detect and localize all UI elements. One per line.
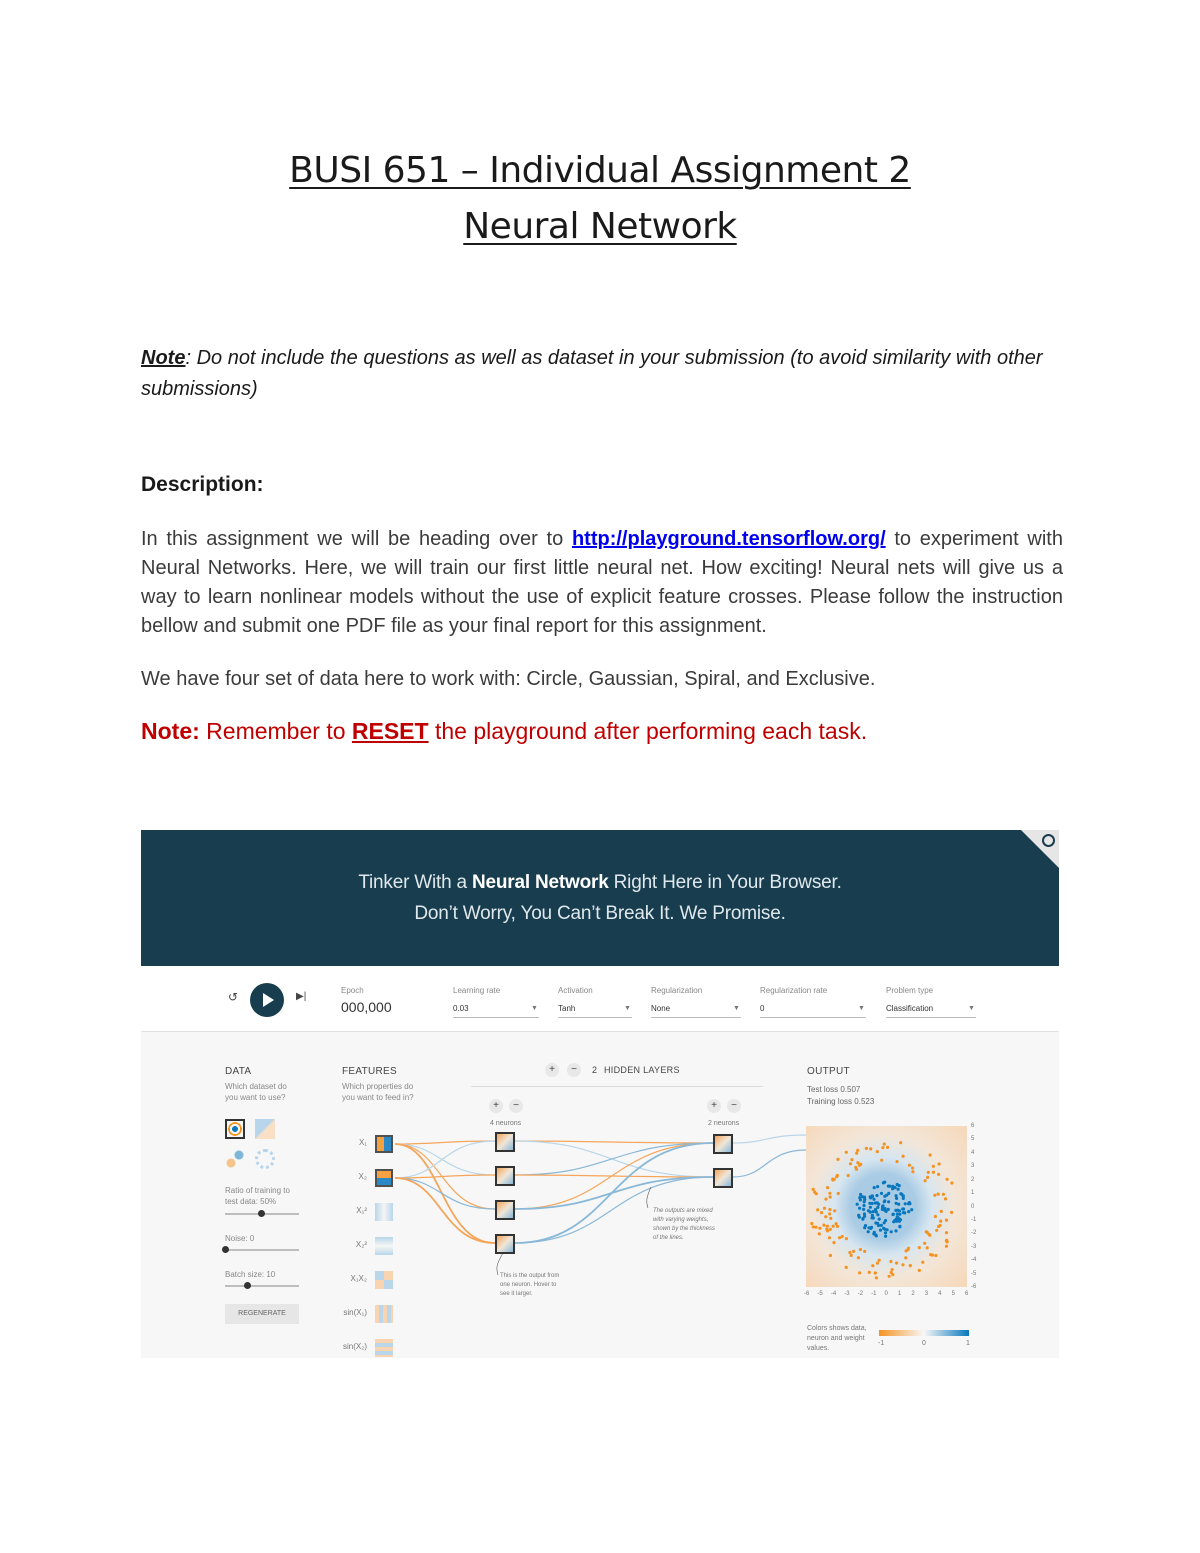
x-axis-tick: -1 bbox=[871, 1291, 877, 1297]
reset-note-label: Note: bbox=[141, 718, 200, 744]
outer-point bbox=[822, 1224, 825, 1227]
feature-label: X₂ bbox=[358, 1172, 367, 1181]
inner-point bbox=[894, 1209, 897, 1212]
outer-point bbox=[924, 1179, 927, 1182]
outer-point bbox=[927, 1171, 930, 1174]
layer1-neuron-count: 4 neurons bbox=[490, 1120, 522, 1127]
reset-note bbox=[141, 718, 867, 745]
x-axis-tick: -4 bbox=[830, 1291, 837, 1297]
outer-point bbox=[904, 1256, 907, 1259]
chevron-down-icon: ▼ bbox=[858, 1005, 865, 1012]
inner-point bbox=[861, 1218, 864, 1221]
outer-point bbox=[945, 1239, 948, 1242]
remove-neuron-layer2-button[interactable]: − bbox=[727, 1099, 741, 1113]
y-axis-tick: -3 bbox=[971, 1243, 977, 1250]
inner-point bbox=[874, 1208, 877, 1211]
outer-point bbox=[926, 1176, 929, 1179]
inner-point bbox=[887, 1208, 890, 1211]
outer-point bbox=[845, 1151, 848, 1154]
outer-point bbox=[824, 1215, 827, 1218]
epoch-label: Epoch bbox=[341, 986, 364, 995]
chevron-down-icon: ▼ bbox=[733, 1005, 740, 1012]
y-axis-tick: -5 bbox=[971, 1270, 977, 1277]
outer-point bbox=[926, 1246, 929, 1249]
outer-point bbox=[858, 1271, 861, 1274]
inner-point bbox=[890, 1230, 893, 1233]
hidden-neuron-2-1[interactable] bbox=[713, 1134, 733, 1154]
y-axis-tick: 0 bbox=[971, 1203, 975, 1210]
outer-point bbox=[857, 1256, 860, 1259]
outer-point bbox=[828, 1192, 831, 1195]
regularization-rate-label: Regularization rate bbox=[760, 986, 828, 995]
remove-neuron-layer1-button[interactable]: − bbox=[509, 1099, 523, 1113]
outer-point bbox=[881, 1146, 884, 1149]
outer-point bbox=[899, 1141, 902, 1144]
inner-point bbox=[883, 1199, 886, 1202]
ratio-label: Ratio of training to test data: 50% bbox=[225, 1186, 290, 1206]
inner-point bbox=[872, 1216, 875, 1219]
inner-point bbox=[878, 1218, 881, 1221]
outer-point bbox=[934, 1215, 937, 1218]
reset-emphasis: RESET bbox=[351, 718, 429, 744]
outer-point bbox=[845, 1237, 848, 1240]
outer-point bbox=[829, 1254, 832, 1257]
outer-point bbox=[918, 1269, 921, 1272]
outer-point bbox=[878, 1259, 881, 1262]
outer-point bbox=[814, 1226, 817, 1229]
hidden-neuron-2-2[interactable] bbox=[713, 1168, 733, 1188]
outer-point bbox=[876, 1150, 879, 1153]
outer-point bbox=[883, 1143, 886, 1146]
inner-point bbox=[899, 1192, 902, 1195]
hidden-neuron-1-2[interactable] bbox=[495, 1166, 515, 1186]
reset-note-text-end: the playground after performing each task. bbox=[428, 718, 868, 744]
inner-point bbox=[896, 1212, 899, 1215]
outer-point bbox=[812, 1188, 815, 1191]
inner-point bbox=[895, 1197, 898, 1200]
outer-point bbox=[849, 1162, 852, 1165]
y-axis-tick: -6 bbox=[971, 1284, 977, 1290]
header-tagline-2: Don’t Worry, You Can’t Break It. We Promise. bbox=[414, 903, 786, 924]
inner-point bbox=[898, 1225, 901, 1228]
outer-point bbox=[829, 1195, 832, 1198]
outer-point bbox=[907, 1247, 910, 1250]
outer-point bbox=[836, 1158, 839, 1161]
inner-point bbox=[872, 1198, 875, 1201]
hidden-neuron-1-3[interactable] bbox=[495, 1200, 515, 1220]
x-axis-tick: 5 bbox=[951, 1291, 955, 1297]
hidden-layers-title: HIDDEN LAYERS bbox=[604, 1065, 680, 1075]
learning-rate-label: Learning rate bbox=[453, 986, 501, 995]
inner-point bbox=[901, 1207, 904, 1210]
outer-point bbox=[856, 1149, 859, 1152]
outer-point bbox=[937, 1225, 940, 1228]
inner-point bbox=[863, 1215, 866, 1218]
step-icon[interactable]: ▶| bbox=[296, 991, 307, 1002]
inner-point bbox=[887, 1192, 890, 1195]
output-section-title: OUTPUT bbox=[807, 1066, 850, 1077]
layer2-neuron-count: 2 neurons bbox=[708, 1120, 740, 1127]
inner-point bbox=[881, 1204, 884, 1207]
outer-point bbox=[865, 1147, 868, 1150]
outer-point bbox=[929, 1153, 932, 1156]
outer-point bbox=[852, 1250, 855, 1253]
outer-point bbox=[901, 1263, 904, 1266]
playground-link[interactable]: http://playground.tensorflow.org/ bbox=[571, 528, 886, 550]
outer-point bbox=[824, 1198, 827, 1201]
regularization-select[interactable]: None bbox=[651, 1004, 671, 1013]
outer-point bbox=[828, 1212, 831, 1215]
outer-point bbox=[902, 1155, 905, 1158]
inner-point bbox=[884, 1231, 887, 1234]
outer-point bbox=[945, 1231, 948, 1234]
inner-point bbox=[910, 1208, 913, 1211]
feature-label: sin(X₁) bbox=[343, 1308, 367, 1317]
inner-point bbox=[903, 1211, 906, 1214]
inner-point bbox=[883, 1195, 886, 1198]
inner-point bbox=[893, 1219, 896, 1222]
outer-point bbox=[832, 1225, 835, 1228]
outer-point bbox=[838, 1236, 841, 1239]
inner-point bbox=[880, 1224, 883, 1227]
feature-label: X₁X₂ bbox=[350, 1274, 367, 1283]
inner-point bbox=[887, 1200, 890, 1203]
x-axis-tick: 6 bbox=[965, 1291, 969, 1297]
inner-point bbox=[867, 1230, 870, 1233]
x-axis-tick: 3 bbox=[924, 1291, 929, 1297]
inner-point bbox=[891, 1185, 894, 1188]
y-axis-tick: -2 bbox=[971, 1230, 977, 1237]
outer-point bbox=[950, 1181, 953, 1184]
inner-point bbox=[868, 1202, 871, 1205]
outer-point bbox=[940, 1210, 943, 1213]
inner-point bbox=[886, 1228, 889, 1231]
legend-tick: -1 bbox=[878, 1340, 885, 1347]
outer-point bbox=[850, 1254, 853, 1257]
remove-layer-button[interactable]: − bbox=[567, 1063, 581, 1077]
problem-type-label: Problem type bbox=[886, 986, 934, 995]
feature-label: X₂² bbox=[355, 1240, 367, 1249]
outer-point bbox=[837, 1192, 840, 1195]
outer-point bbox=[875, 1276, 878, 1279]
inner-point bbox=[862, 1204, 865, 1207]
outer-point bbox=[816, 1208, 819, 1211]
x-axis-tick: -6 bbox=[804, 1291, 810, 1297]
hidden-layers-count: 2 bbox=[592, 1065, 598, 1075]
document-title: BUSI 651 – Individual Assignment 2 bbox=[289, 150, 911, 191]
feature-label: X₁² bbox=[356, 1206, 367, 1215]
outer-point bbox=[863, 1250, 866, 1253]
outer-point bbox=[829, 1228, 832, 1231]
output-plot[interactable] bbox=[806, 1126, 967, 1287]
reset-note-text-start: Remember to bbox=[199, 718, 352, 744]
regenerate-button[interactable]: REGENERATE bbox=[225, 1304, 299, 1324]
outer-point bbox=[850, 1158, 853, 1161]
inner-point bbox=[863, 1198, 866, 1201]
inner-point bbox=[871, 1194, 874, 1197]
playground-screenshot bbox=[141, 830, 1059, 1358]
x-axis-tick: 0 bbox=[884, 1291, 888, 1297]
outer-point bbox=[855, 1152, 858, 1155]
outer-point bbox=[890, 1271, 893, 1274]
outer-point bbox=[818, 1227, 821, 1230]
features-section-title: FEATURES bbox=[342, 1066, 397, 1077]
inner-point bbox=[899, 1218, 902, 1221]
outer-point bbox=[895, 1261, 898, 1264]
inner-point bbox=[884, 1207, 887, 1210]
inner-point bbox=[856, 1203, 859, 1206]
y-axis-tick: 4 bbox=[971, 1149, 975, 1156]
description-text-end: to experiment with Neural Networks. Here, we will train our first little neural net. How exciting! Neural nets will give us a way to learn nonlinear models without the use of explicit feature crosses. Please follow the instruction bellow and submit one PDF file as your final report for this assignment. bbox=[141, 528, 1063, 637]
outer-point bbox=[939, 1220, 942, 1223]
outer-point bbox=[869, 1147, 872, 1150]
test-loss: Test loss 0.507 bbox=[807, 1085, 861, 1094]
outer-point bbox=[826, 1229, 829, 1232]
y-axis-tick: -4 bbox=[971, 1257, 977, 1264]
outer-point bbox=[938, 1162, 941, 1165]
inner-point bbox=[897, 1188, 900, 1191]
outer-point bbox=[876, 1262, 879, 1265]
noise-label: Noise: 0 bbox=[225, 1234, 255, 1243]
document-subtitle: Neural Network bbox=[463, 206, 737, 247]
inner-point bbox=[879, 1229, 882, 1232]
outer-point bbox=[923, 1242, 926, 1245]
problem-type-select[interactable]: Classification bbox=[886, 1004, 934, 1013]
inner-point bbox=[908, 1202, 911, 1205]
regularization-rate-select[interactable]: 0 bbox=[760, 1004, 765, 1013]
y-axis-tick: 2 bbox=[971, 1176, 975, 1183]
outer-point bbox=[859, 1248, 862, 1251]
y-axis-tick: 1 bbox=[971, 1190, 975, 1197]
outer-point bbox=[895, 1160, 898, 1163]
note-paragraph bbox=[141, 343, 1063, 405]
data-section-title: DATA bbox=[225, 1066, 252, 1077]
outer-point bbox=[911, 1170, 914, 1173]
y-axis-tick: -1 bbox=[971, 1216, 977, 1223]
outer-point bbox=[935, 1229, 938, 1232]
add-layer-button[interactable]: + bbox=[545, 1063, 559, 1077]
outer-point bbox=[945, 1245, 948, 1248]
inner-point bbox=[892, 1213, 895, 1216]
inner-point bbox=[880, 1192, 883, 1195]
inner-point bbox=[858, 1207, 861, 1210]
outer-point bbox=[826, 1186, 829, 1189]
add-neuron-layer1-button[interactable]: + bbox=[489, 1099, 503, 1113]
inner-point bbox=[857, 1214, 860, 1217]
hidden-neuron-1-4[interactable] bbox=[495, 1234, 515, 1254]
color-legend-text: Colors shows data, neuron and weight values. bbox=[807, 1325, 867, 1352]
activation-select[interactable]: Tanh bbox=[558, 1004, 576, 1013]
outer-point bbox=[871, 1264, 874, 1267]
outer-point bbox=[831, 1178, 834, 1181]
inner-point bbox=[862, 1208, 865, 1211]
outer-point bbox=[937, 1193, 940, 1196]
inner-point bbox=[873, 1186, 876, 1189]
inner-point bbox=[882, 1227, 885, 1230]
outer-point bbox=[932, 1171, 935, 1174]
outer-point bbox=[937, 1173, 940, 1176]
inner-point bbox=[884, 1219, 887, 1222]
outer-point bbox=[908, 1164, 911, 1167]
outer-point bbox=[818, 1232, 821, 1235]
inner-point bbox=[895, 1194, 898, 1197]
outer-point bbox=[828, 1208, 831, 1211]
outer-point bbox=[911, 1166, 914, 1169]
inner-point bbox=[884, 1235, 887, 1238]
tagline-emphasis: Neural Network bbox=[472, 872, 609, 893]
add-neuron-layer2-button[interactable]: + bbox=[707, 1099, 721, 1113]
outer-point bbox=[856, 1161, 859, 1164]
outer-point bbox=[854, 1166, 857, 1169]
inner-point bbox=[904, 1202, 907, 1205]
activation-label: Activation bbox=[558, 986, 593, 995]
outer-point bbox=[909, 1264, 912, 1267]
inner-point bbox=[876, 1185, 879, 1188]
outer-point bbox=[813, 1191, 816, 1194]
x-axis-tick: 1 bbox=[897, 1291, 902, 1297]
outer-point bbox=[874, 1271, 877, 1274]
outer-point bbox=[812, 1225, 815, 1228]
regularization-label: Regularization bbox=[651, 986, 703, 995]
outer-point bbox=[847, 1174, 850, 1177]
outer-point bbox=[820, 1211, 823, 1214]
outer-point bbox=[835, 1222, 838, 1225]
outer-point bbox=[888, 1275, 891, 1278]
outer-point bbox=[932, 1165, 935, 1168]
legend-tick: 0 bbox=[922, 1340, 926, 1347]
data-section-subtitle: Which dataset do you want to use? bbox=[225, 1082, 287, 1102]
inner-point bbox=[869, 1227, 872, 1230]
inner-point bbox=[882, 1181, 885, 1184]
outer-point bbox=[891, 1268, 894, 1271]
outer-point bbox=[934, 1254, 937, 1257]
outer-point bbox=[835, 1175, 838, 1178]
inner-point bbox=[876, 1222, 879, 1225]
inner-point bbox=[875, 1194, 878, 1197]
outer-point bbox=[833, 1209, 836, 1212]
outer-point bbox=[845, 1266, 848, 1269]
note-label: Note bbox=[141, 347, 186, 369]
training-loss: Training loss 0.523 bbox=[807, 1097, 875, 1106]
x-axis-tick: 4 bbox=[938, 1291, 942, 1297]
batch-size-label: Batch size: 10 bbox=[225, 1270, 276, 1279]
legend-tick: 1 bbox=[966, 1340, 970, 1347]
tagline-part: Right Here in Your Browser. bbox=[608, 872, 842, 893]
x-axis-tick: 2 bbox=[911, 1291, 915, 1297]
inner-point bbox=[896, 1183, 899, 1186]
inner-point bbox=[897, 1203, 900, 1206]
chevron-down-icon: ▼ bbox=[624, 1005, 631, 1012]
epoch-value: 000,000 bbox=[341, 999, 392, 1015]
outer-point bbox=[929, 1253, 932, 1256]
description-heading: Description: bbox=[141, 473, 264, 496]
outer-point bbox=[868, 1271, 871, 1274]
x-axis-tick: -2 bbox=[857, 1291, 863, 1297]
x-axis-tick: -3 bbox=[844, 1291, 850, 1297]
outer-point bbox=[933, 1194, 936, 1197]
inner-point bbox=[876, 1213, 879, 1216]
outer-point bbox=[950, 1211, 953, 1214]
feature-label: sin(X₂) bbox=[343, 1342, 367, 1351]
description-paragraph bbox=[141, 525, 1063, 641]
outer-point bbox=[829, 1217, 832, 1220]
outer-point bbox=[832, 1241, 835, 1244]
inner-point bbox=[869, 1211, 872, 1214]
outer-point bbox=[946, 1178, 949, 1181]
x-axis-tick: -5 bbox=[817, 1291, 823, 1297]
outer-point bbox=[928, 1234, 931, 1237]
inner-point bbox=[875, 1201, 878, 1204]
inner-point bbox=[861, 1195, 864, 1198]
outer-point bbox=[944, 1197, 947, 1200]
y-axis-tick: 3 bbox=[971, 1163, 975, 1170]
y-axis-tick: 5 bbox=[971, 1136, 975, 1143]
inner-point bbox=[907, 1210, 910, 1213]
outer-point bbox=[921, 1261, 924, 1264]
description-text-start: In this assignment we will be heading over to bbox=[141, 528, 572, 550]
outer-point bbox=[810, 1222, 813, 1225]
neuron-annotation: This is the output from one neuron. Hover to see it larger. bbox=[500, 1273, 560, 1297]
note-text: : Do not include the questions as well as dataset in your submission (to avoid similarity with other submissions) bbox=[141, 347, 1043, 400]
outer-point bbox=[889, 1260, 892, 1263]
color-legend-bar bbox=[879, 1330, 969, 1336]
inner-point bbox=[864, 1224, 867, 1227]
outer-point bbox=[918, 1246, 921, 1249]
outer-point bbox=[826, 1225, 829, 1228]
reset-icon[interactable]: ↺ bbox=[228, 990, 239, 1004]
outer-point bbox=[880, 1159, 883, 1162]
outer-point bbox=[848, 1251, 851, 1254]
learning-rate-select[interactable]: 0.03 bbox=[453, 1004, 469, 1013]
weights-annotation: The outputs are mixed with varying weights, shown by the thickness of the lines. bbox=[653, 1208, 716, 1241]
outer-point bbox=[859, 1163, 862, 1166]
features-section-subtitle: Which properties do you want to feed in? bbox=[342, 1082, 414, 1102]
feature-label: X₁ bbox=[358, 1138, 367, 1147]
outer-point bbox=[942, 1193, 945, 1196]
inner-point bbox=[859, 1198, 862, 1201]
outer-point bbox=[828, 1236, 831, 1239]
inner-point bbox=[872, 1232, 875, 1235]
chevron-down-icon: ▼ bbox=[531, 1005, 538, 1012]
y-axis-tick: 6 bbox=[971, 1123, 975, 1129]
inner-point bbox=[887, 1185, 890, 1188]
chevron-down-icon: ▼ bbox=[968, 1005, 975, 1012]
datasets-paragraph: We have four set of data here to work with: Circle, Gaussian, Spiral, and Exclusive. bbox=[141, 668, 876, 690]
inner-point bbox=[902, 1194, 905, 1197]
outer-point bbox=[823, 1207, 826, 1210]
outer-point bbox=[836, 1225, 839, 1228]
hidden-neuron-1-1[interactable] bbox=[495, 1132, 515, 1152]
output-points bbox=[806, 1126, 967, 1287]
outer-point bbox=[886, 1146, 889, 1149]
inner-point bbox=[869, 1206, 872, 1209]
tagline-part: Tinker With a bbox=[358, 872, 472, 893]
inner-point bbox=[894, 1229, 897, 1232]
outer-point bbox=[945, 1219, 948, 1222]
